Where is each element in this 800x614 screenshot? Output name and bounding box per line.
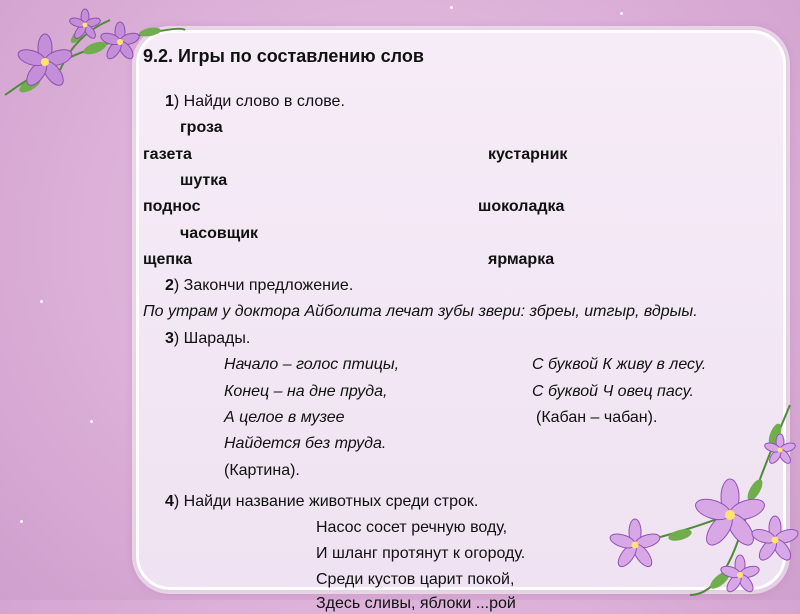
- charade-line: Конец – на дне пруда,: [224, 383, 388, 400]
- word-item: щепка: [143, 251, 192, 268]
- task-text: ) Закончи предложение.: [173, 277, 354, 294]
- word-item: поднос: [143, 198, 201, 215]
- word-item: часовщик: [180, 225, 259, 242]
- charade-line: С буквой Ч овец пасу.: [532, 383, 694, 400]
- sparkle: [40, 300, 43, 303]
- charade-answer: (Кабан – чабан).: [536, 409, 658, 426]
- charade-answer: (Картина).: [224, 462, 300, 479]
- task-4: [165, 492, 478, 512]
- task-number: 1: [165, 93, 174, 110]
- task-1: [165, 92, 345, 112]
- word-item: кустарник: [488, 146, 568, 163]
- word-item: шутка: [180, 172, 228, 189]
- page-title: 9.2. Игры по составлению слов: [143, 46, 424, 66]
- task-text: ) Найди слово в слове.: [173, 93, 345, 110]
- task-3: [165, 329, 250, 349]
- charade-line: С буквой К живу в лесу.: [532, 356, 707, 373]
- poem-line: Среди кустов царит покой,: [316, 571, 515, 588]
- charade-line: Найдется без труда.: [224, 435, 387, 452]
- charade-line: Начало – голос птицы,: [224, 356, 400, 373]
- task-2: [165, 276, 353, 296]
- task-number: 4: [165, 493, 174, 510]
- task-text: ) Найди название животных среди строк.: [173, 493, 479, 510]
- word-item: газета: [143, 146, 192, 163]
- scrambled-sentence: По утрам у доктора Айболита лечат зубы звери: збреы, итгыр, вдрыы.: [143, 303, 698, 320]
- poem-line: Насос сосет речную воду,: [316, 519, 508, 536]
- sparkle: [620, 12, 623, 15]
- word-item: шоколадка: [478, 198, 565, 215]
- word-item: гроза: [180, 119, 223, 136]
- task-number: 3: [165, 330, 174, 347]
- sparkle: [20, 520, 23, 523]
- word-item: ярмарка: [488, 251, 555, 268]
- sparkle: [450, 6, 453, 9]
- task-text: ) Шарады.: [173, 330, 251, 347]
- sparkle: [90, 420, 93, 423]
- charade-line: А целое в музее: [224, 409, 345, 426]
- poem-line: Здесь сливы, яблоки ...рой: [316, 595, 516, 612]
- task-number: 2: [165, 277, 174, 294]
- poem-line: И шланг протянут к огороду.: [316, 545, 526, 562]
